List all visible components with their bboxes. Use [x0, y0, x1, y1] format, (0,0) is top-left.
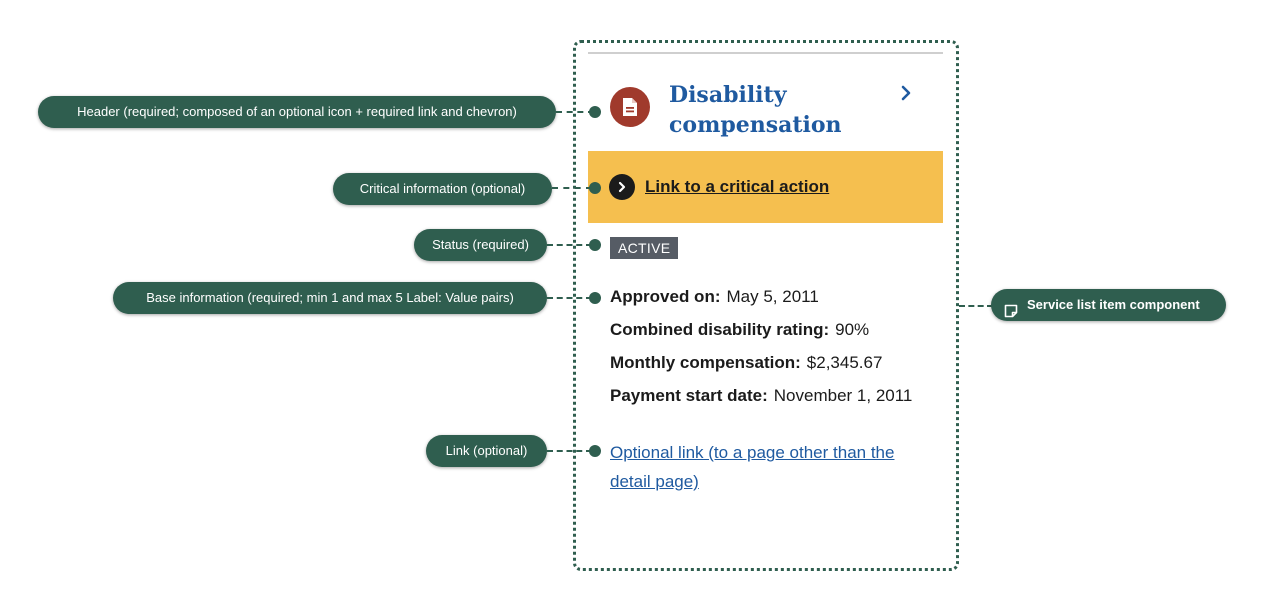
top-divider	[588, 52, 943, 54]
optional-link[interactable]: Optional link (to a page other than the detail page)	[610, 443, 895, 491]
connector-dot	[589, 239, 601, 251]
connector-dot	[589, 182, 601, 194]
annotation-text: Link (optional)	[445, 443, 528, 458]
info-label: Combined disability rating:	[610, 320, 830, 339]
info-label: Payment start date:	[610, 386, 768, 405]
annotation-text: Critical information (optional)	[359, 181, 526, 196]
info-label: Monthly compensation:	[610, 353, 801, 372]
base-information	[610, 285, 940, 417]
connector-line	[547, 297, 592, 299]
critical-information	[588, 151, 943, 223]
info-value: May 5, 2011	[726, 287, 819, 306]
annotation-text: Header (required; composed of an optional icon + required link and chevron)	[77, 104, 517, 119]
info-value: November 1, 2011	[773, 386, 913, 405]
annotation-link	[426, 435, 547, 467]
info-value: 90%	[835, 320, 870, 339]
info-row	[610, 384, 940, 417]
info-label: Approved on:	[610, 287, 721, 306]
status-badge: ACTIVE	[610, 237, 678, 259]
annotation-text: Status (required)	[432, 237, 529, 252]
connector-dot	[589, 106, 601, 118]
critical-action-link[interactable]: Link to a critical action	[645, 177, 830, 196]
header-link[interactable]: Disability compensation	[669, 82, 842, 138]
annotation-status	[414, 229, 547, 261]
info-row	[610, 285, 940, 318]
connector-line	[547, 450, 592, 452]
annotation-text: Base information (required; min 1 and max 5 Label: Value pairs)	[146, 290, 514, 305]
connector-dot	[589, 445, 601, 457]
note-icon	[1004, 298, 1018, 330]
annotation-header	[38, 96, 556, 128]
connector-line	[959, 305, 993, 307]
document-icon	[610, 87, 650, 127]
info-row	[610, 318, 940, 351]
annotation-component	[991, 289, 1226, 321]
info-value: $2,345.67	[806, 353, 883, 372]
info-row	[610, 351, 940, 384]
annotation-base	[113, 282, 547, 314]
connector-line	[552, 187, 592, 189]
annotation-critical	[333, 173, 552, 205]
connector-line	[547, 244, 592, 246]
annotation-text: Service list item component	[1027, 297, 1200, 312]
chevron-right-icon[interactable]	[900, 85, 912, 106]
connector-dot	[589, 292, 601, 304]
chevron-circle-icon	[609, 174, 635, 200]
